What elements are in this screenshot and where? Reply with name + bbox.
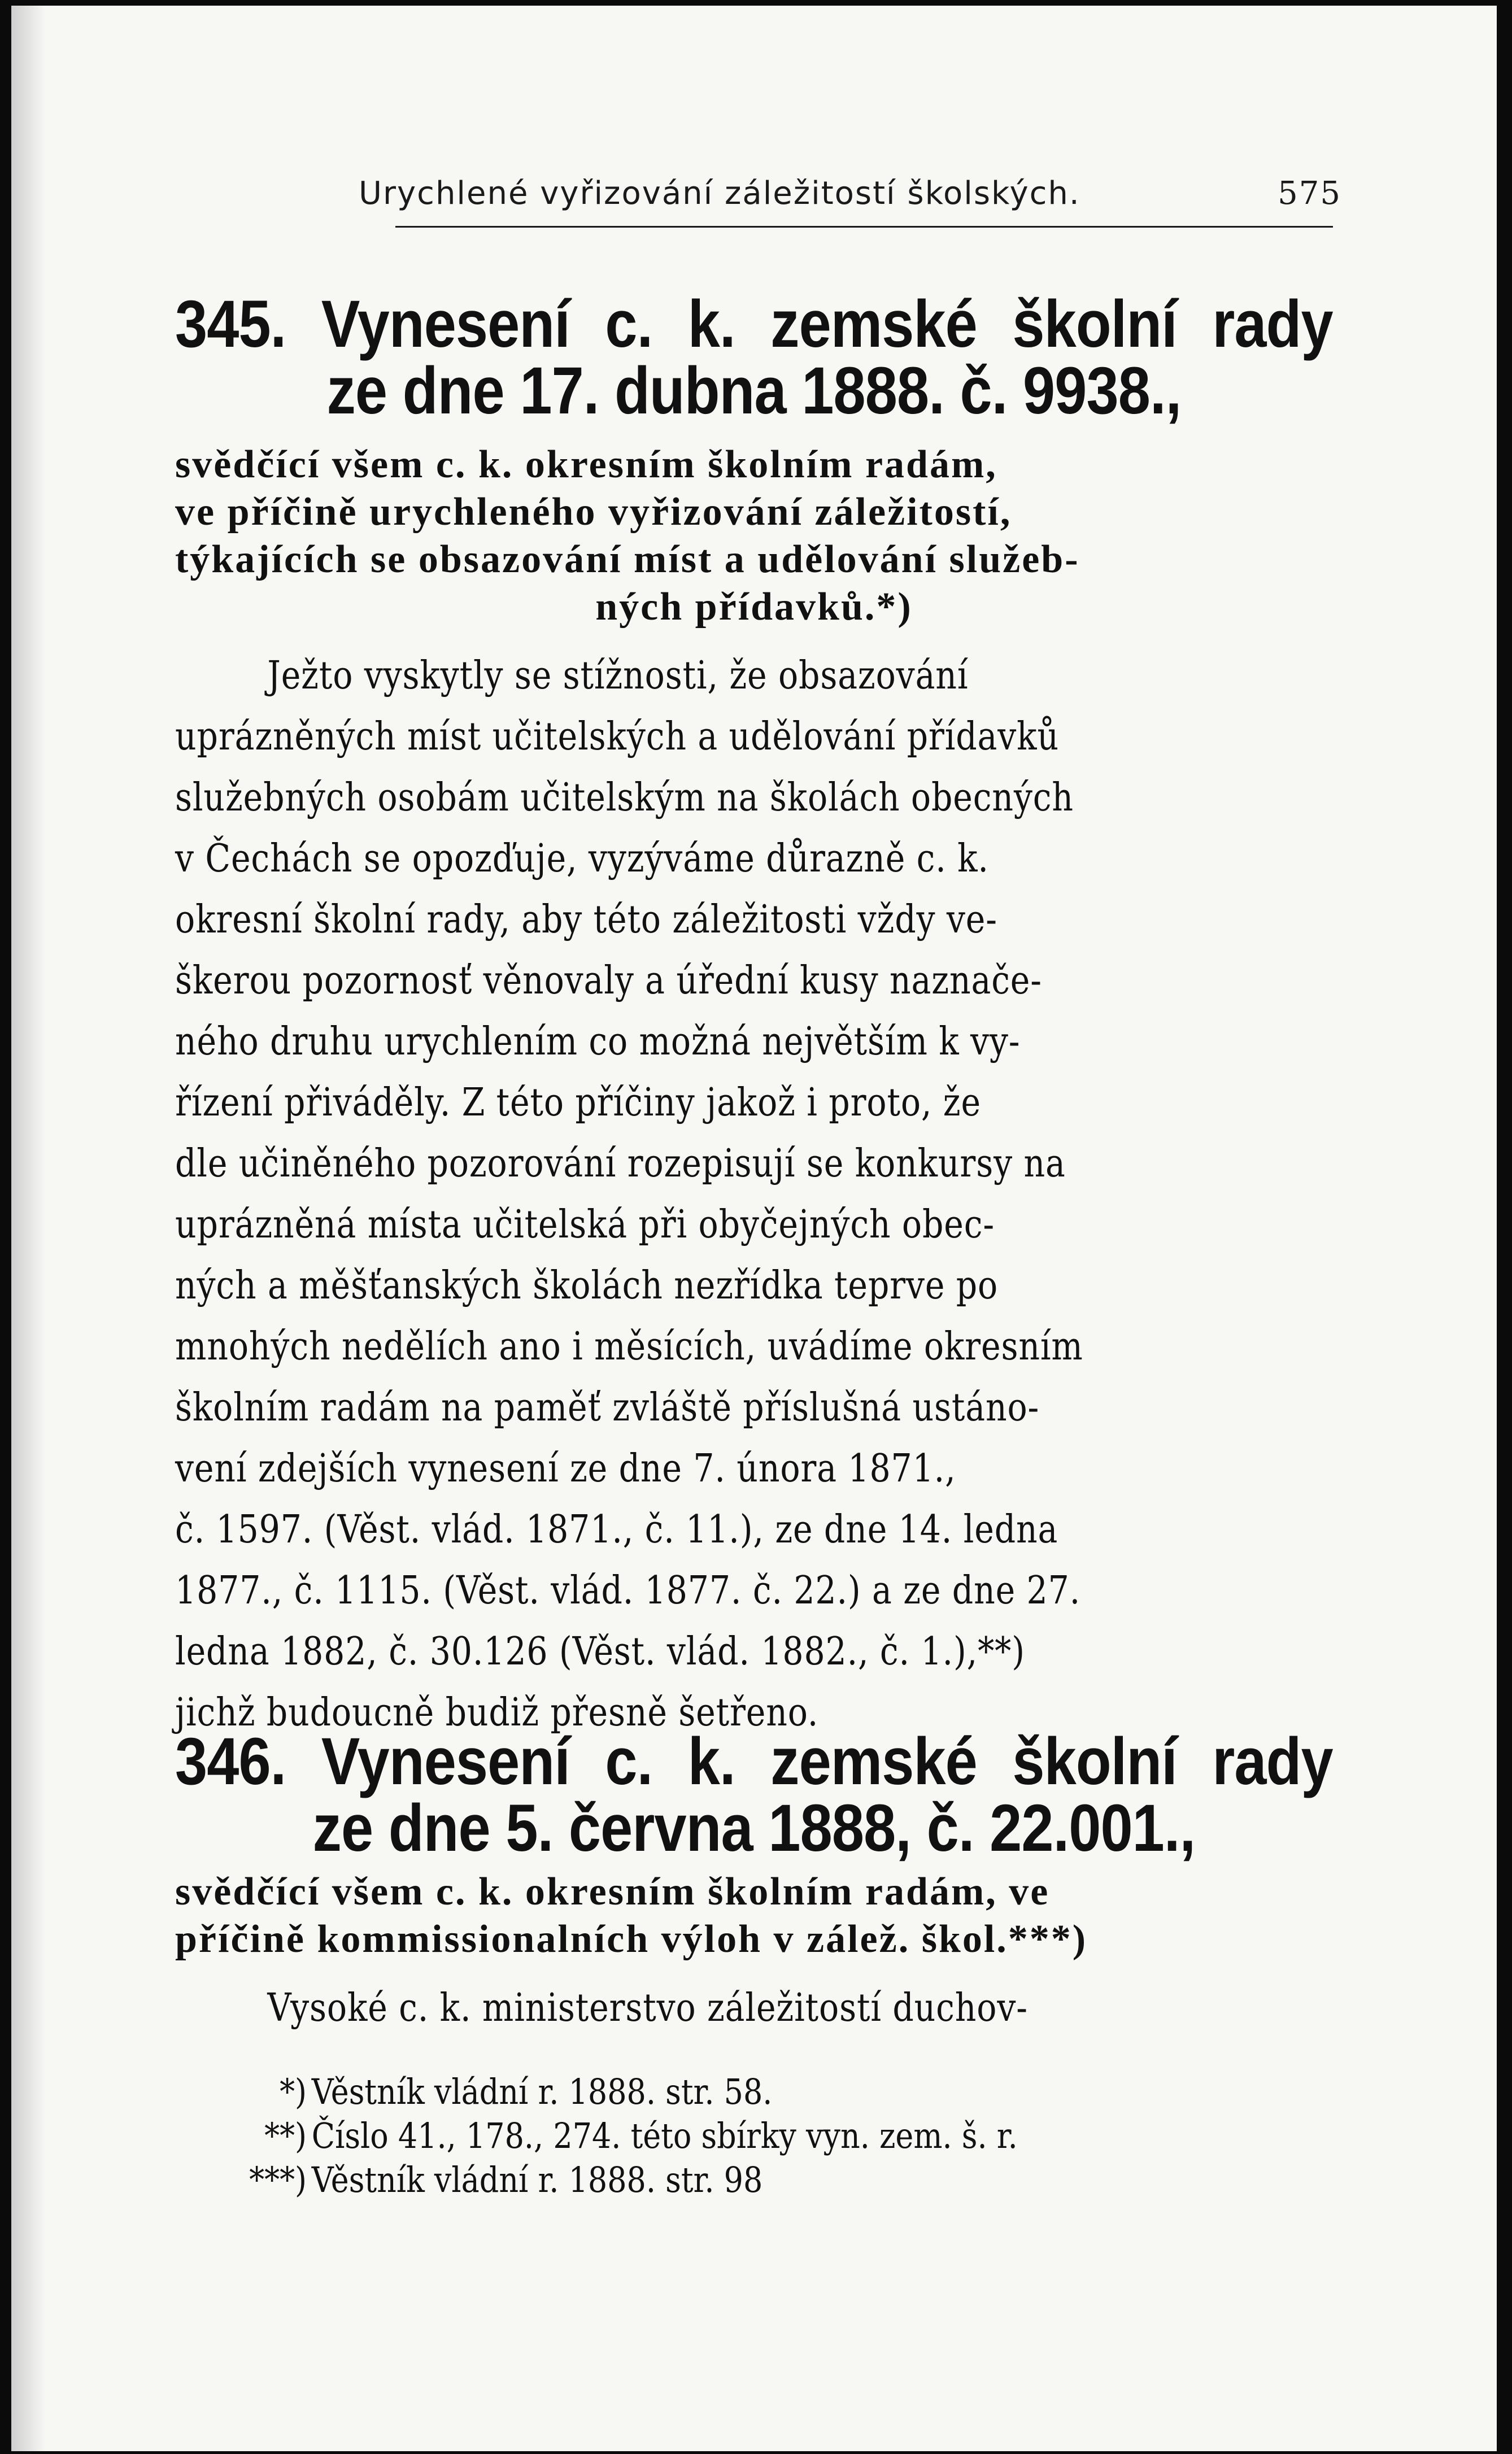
page-edge-shadow bbox=[11, 6, 45, 2451]
heading-line: ze dne 5. června 1888, č. 22.001., bbox=[312, 1791, 1196, 1865]
section-345-body bbox=[175, 646, 1333, 1743]
page-number: 575 bbox=[1278, 175, 1341, 212]
body-line: Vysoké c. k. ministerstvo záležitostí duchov- bbox=[267, 1986, 1028, 2030]
body-line: Ježto vyskytly se stížnosti, že obsazování bbox=[267, 653, 969, 698]
subtitle-line: svědčící všem c. k. okresním školním radám, ve bbox=[175, 1870, 1050, 1913]
body-line: okresní školní rady, aby této záležitosti vždy ve- bbox=[175, 897, 997, 942]
footnote bbox=[243, 2070, 1018, 2114]
header-rule bbox=[395, 226, 1333, 228]
section-345 bbox=[175, 287, 1333, 1743]
heading-line: 345. Vynesení c. k. zemské školní rady bbox=[175, 287, 1333, 361]
body-line: řízení přiváděly. Z této příčiny jakož i proto, že bbox=[175, 1080, 981, 1125]
subtitle-line: ve příčině urychleného vyřizování záležitostí, bbox=[175, 490, 1012, 534]
section-345-heading bbox=[175, 287, 1333, 428]
footnote-text: Věstník vládní r. 1888. str. 98 bbox=[311, 2159, 763, 2200]
subtitle-line: svědčící všem c. k. okresním školním radám, bbox=[175, 443, 997, 486]
subtitle-line: příčině kommissionalních výloh v zálež. škol.***) bbox=[175, 1917, 1088, 1961]
body-line: mnohých nedělích ano i měsících, uvádíme okresním bbox=[175, 1324, 1083, 1369]
section-346-body bbox=[175, 1978, 1333, 2039]
body-line: ných a měšťanských školách nezřídka teprve po bbox=[175, 1263, 999, 1308]
section-346-heading bbox=[175, 1724, 1333, 1865]
heading-line: 346. Vynesení c. k. zemské školní rady bbox=[175, 1724, 1333, 1799]
body-line: 1877., č. 1115. (Věst. vlád. 1877. č. 22.) a ze dne 27. bbox=[175, 1568, 1081, 1613]
body-line: školním radám na paměť zvláště příslušná ustáno- bbox=[175, 1385, 1040, 1430]
footnote-text: Číslo 41., 178., 274. této sbírky vyn. zem. š. r. bbox=[311, 2115, 1018, 2156]
body-line: v Čechách se opozďuje, vyzýváme důrazně c. k. bbox=[175, 836, 989, 881]
footnote bbox=[243, 2158, 1018, 2202]
body-line: ledna 1882, č. 30.126 (Věst. vlád. 1882., č. 1.),**) bbox=[175, 1629, 1025, 1674]
section-346 bbox=[175, 1724, 1333, 2039]
body-line: služebných osobám učitelským na školách obecných bbox=[175, 775, 1074, 820]
book-page bbox=[11, 6, 1497, 2451]
body-line: ného druhu urychlením co možná největším k vy- bbox=[175, 1019, 1021, 1064]
body-line: dle učiněného pozorování rozepisují se konkursy na bbox=[175, 1141, 1066, 1186]
subtitle-line: týkajících se obsazování míst a udělování služeb- bbox=[175, 538, 1080, 581]
subtitle-line: ných přídavků.*) bbox=[595, 585, 913, 629]
footnote-mark: **) bbox=[264, 2115, 307, 2156]
section-345-subtitle bbox=[175, 441, 1333, 631]
footnote bbox=[243, 2114, 1018, 2158]
body-line: uprázněných míst učitelských a udělování přídavků bbox=[175, 714, 1059, 759]
body-line: č. 1597. (Věst. vlád. 1871., č. 11.), ze dne 14. ledna bbox=[175, 1507, 1058, 1552]
footnote-mark: *) bbox=[280, 2071, 307, 2112]
body-line: škerou pozornosť věnovaly a úřední kusy naznače- bbox=[175, 958, 1042, 1003]
body-line: uprázněná místa učitelská při obyčejných obec- bbox=[175, 1202, 995, 1247]
footnotes bbox=[243, 2070, 1018, 2202]
footnote-text: Věstník vládní r. 1888. str. 58. bbox=[311, 2071, 773, 2112]
footnote-mark: ***) bbox=[249, 2159, 307, 2200]
running-header bbox=[359, 175, 1341, 212]
heading-line: ze dne 17. dubna 1888. č. 9938., bbox=[326, 354, 1182, 428]
body-line: vení zdejších vynesení ze dne 7. února 1871., bbox=[175, 1446, 956, 1491]
running-title: Urychlené vyřizování záležitostí školských. bbox=[359, 175, 1080, 212]
section-346-subtitle bbox=[175, 1868, 1333, 1963]
body-line: jichž budoucně budiž přesně šetřeno. bbox=[175, 1690, 819, 1735]
